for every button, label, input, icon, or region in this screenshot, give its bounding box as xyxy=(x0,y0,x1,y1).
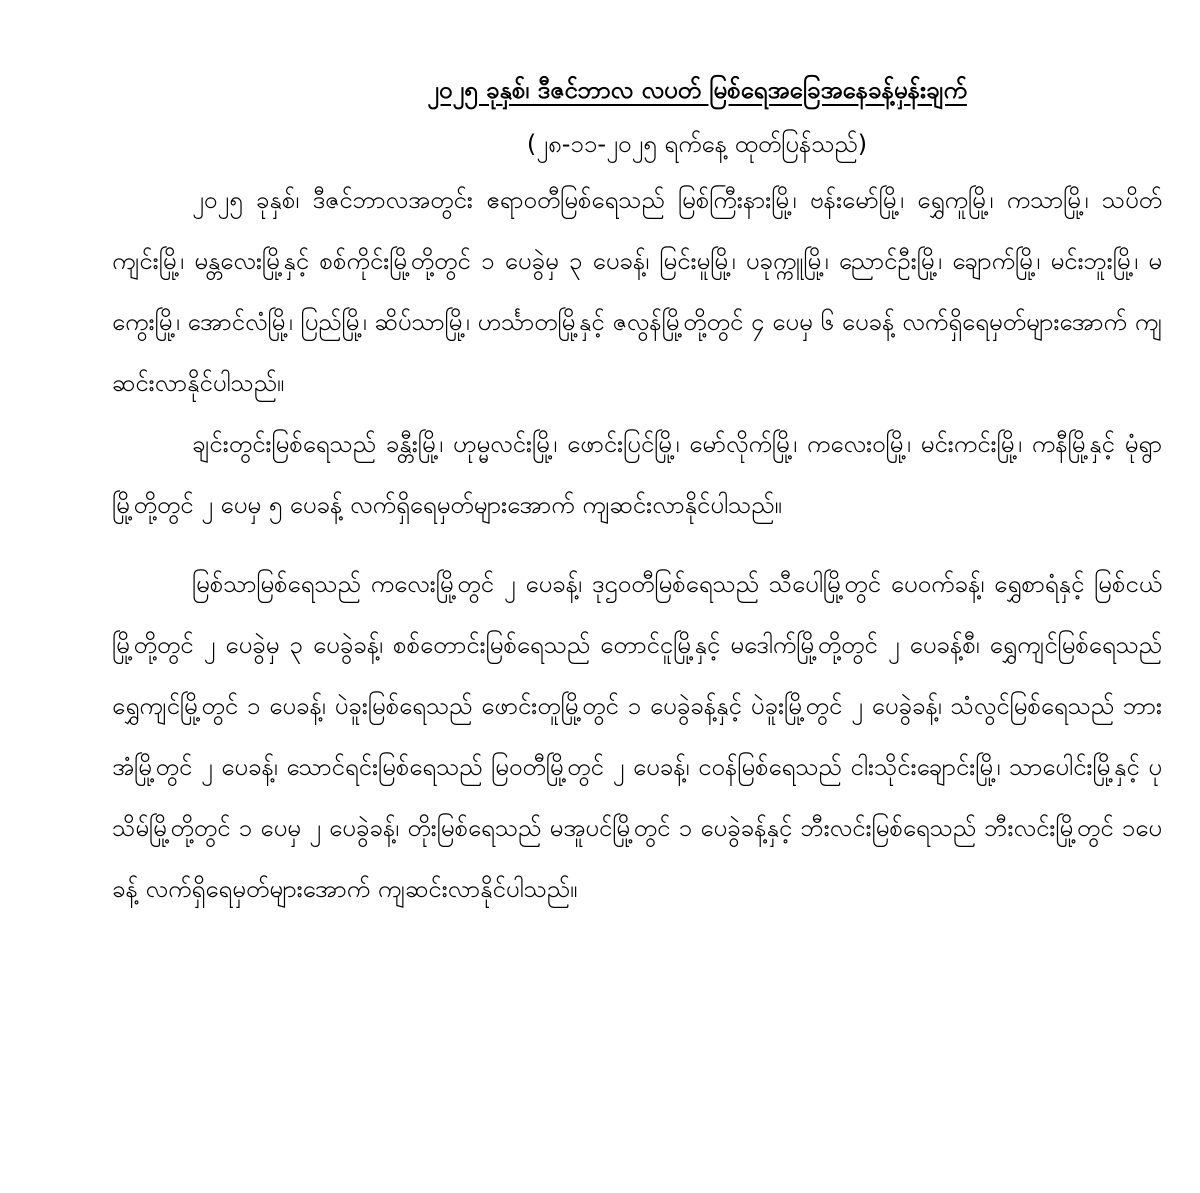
document-page xyxy=(112,70,1162,920)
document-title: ၂၀၂၅ ခုနှစ်၊ ဒီဇင်ဘာလ လပတ် မြစ်ရေအခြေအနေခန့်မှန်းချက် xyxy=(427,76,967,104)
paragraph-chindwin: ချင်းတွင်းမြစ်ရေသည် ခန္တီးမြို့၊ ဟုမ္မလင်းမြို့၊ ဖောင်းပြင်မြို့၊ မော်လိုက်မြို့၊ ကလေးဝမြို့၊ မင်းကင်းမြို့၊ ကနီမြို့နှင့် မုံရွာမြို့တို့တွင် ၂ ပေမှ ၅ ပေခန့် လက်ရှိရေမှတ်များအောက် ကျဆင်းလာနိုင်ပါသည်။ xyxy=(112,430,1162,519)
paragraph-other-rivers: မြစ်သာမြစ်ရေသည် ကလေးမြို့တွင် ၂ ပေခန့်၊ ဒုဌဝတီမြစ်ရေသည် သီပေါမြို့တွင် ပေဝက်ခန့်၊ ရွှေစာရံနှင့် မြစ်ငယ်မြို့တို့တွင် ၂ ပေခွဲမှ ၃ ပေခွဲခန့်၊ စစ်တောင်းမြစ်ရေသည် တောင်ငူမြို့နှင့် မဒေါက်မြို့တို့တွင် ၂ ပေခန့်စီ၊ ရွှေကျင်မြစ်ရေသည် ရွှေကျင်မြို့တွင် ၁ ပေခန့်၊ ပဲခူးမြစ်ရေသည် ဖောင်းတူမြို့တွင် ၁ ပေခွဲခန့်နှင့် ပဲခူးမြို့တွင် ၂ ပေခွဲခန့်၊ သံလွင်မြစ်ရေသည် ဘားအံမြို့တွင် ၂ ပေခန့်၊ သောင်ရင်းမြစ်ရေသည် မြဝတီမြို့တွင် ၂ ပေခန့်၊ ငဝန်မြစ်ရေသည် ငါးသိုင်းချောင်းမြို့၊ သာပေါင်းမြို့နှင့် ပုသိမ်မြို့တို့တွင် ၁ ပေမှ ၂ ပေခွဲခန့်၊ တိုးမြစ်ရေသည် မအူပင်မြို့တွင် ၁ ပေခွဲခန့်နှင့် ဘီးလင်းမြစ်ရေသည် ဘီးလင်းမြို့တွင် ၁ပေခန့် လက်ရှိရေမှတ်များအောက် ကျဆင်းလာနိုင်ပါသည်။ xyxy=(112,570,1162,903)
document-subtitle: (၂၈-၁၁-၂၀၂၅ ရက်နေ့ ထုတ်ပြန်သည်) xyxy=(526,130,868,158)
paragraph-ayeyarwady: ၂၀၂၅ ခုနှစ်၊ ဒီဇင်ဘာလအတွင်း ဧရာဝတီမြစ်ရေသည် မြစ်ကြီးနားမြို့၊ ဗန်းမော်မြို့၊ ရွှေကူမြို့၊ ကသာမြို့၊ သပိတ်ကျင်းမြို့၊ မန္တလေးမြို့နှင့် စစ်ကိုင်းမြို့တို့တွင် ၁ ပေခွဲမှ ၃ ပေခန့်၊ မြင်းမူမြို့၊ ပခုက္ကူမြို့၊ ညောင်ဦးမြို့၊ ချောက်မြို့၊ မင်းဘူးမြို့၊ မကွေးမြို့၊ အောင်လံမြို့၊ ပြည်မြို့၊ ဆိပ်သာမြို့၊ ဟင်္သာတမြို့နှင့် ဇလွန်မြို့တို့တွင် ၄ ပေမှ ၆ ပေခန့် လက်ရှိရေမှတ်များအောက် ကျဆင်းလာနိုင်ပါသည်။ xyxy=(112,186,1162,397)
